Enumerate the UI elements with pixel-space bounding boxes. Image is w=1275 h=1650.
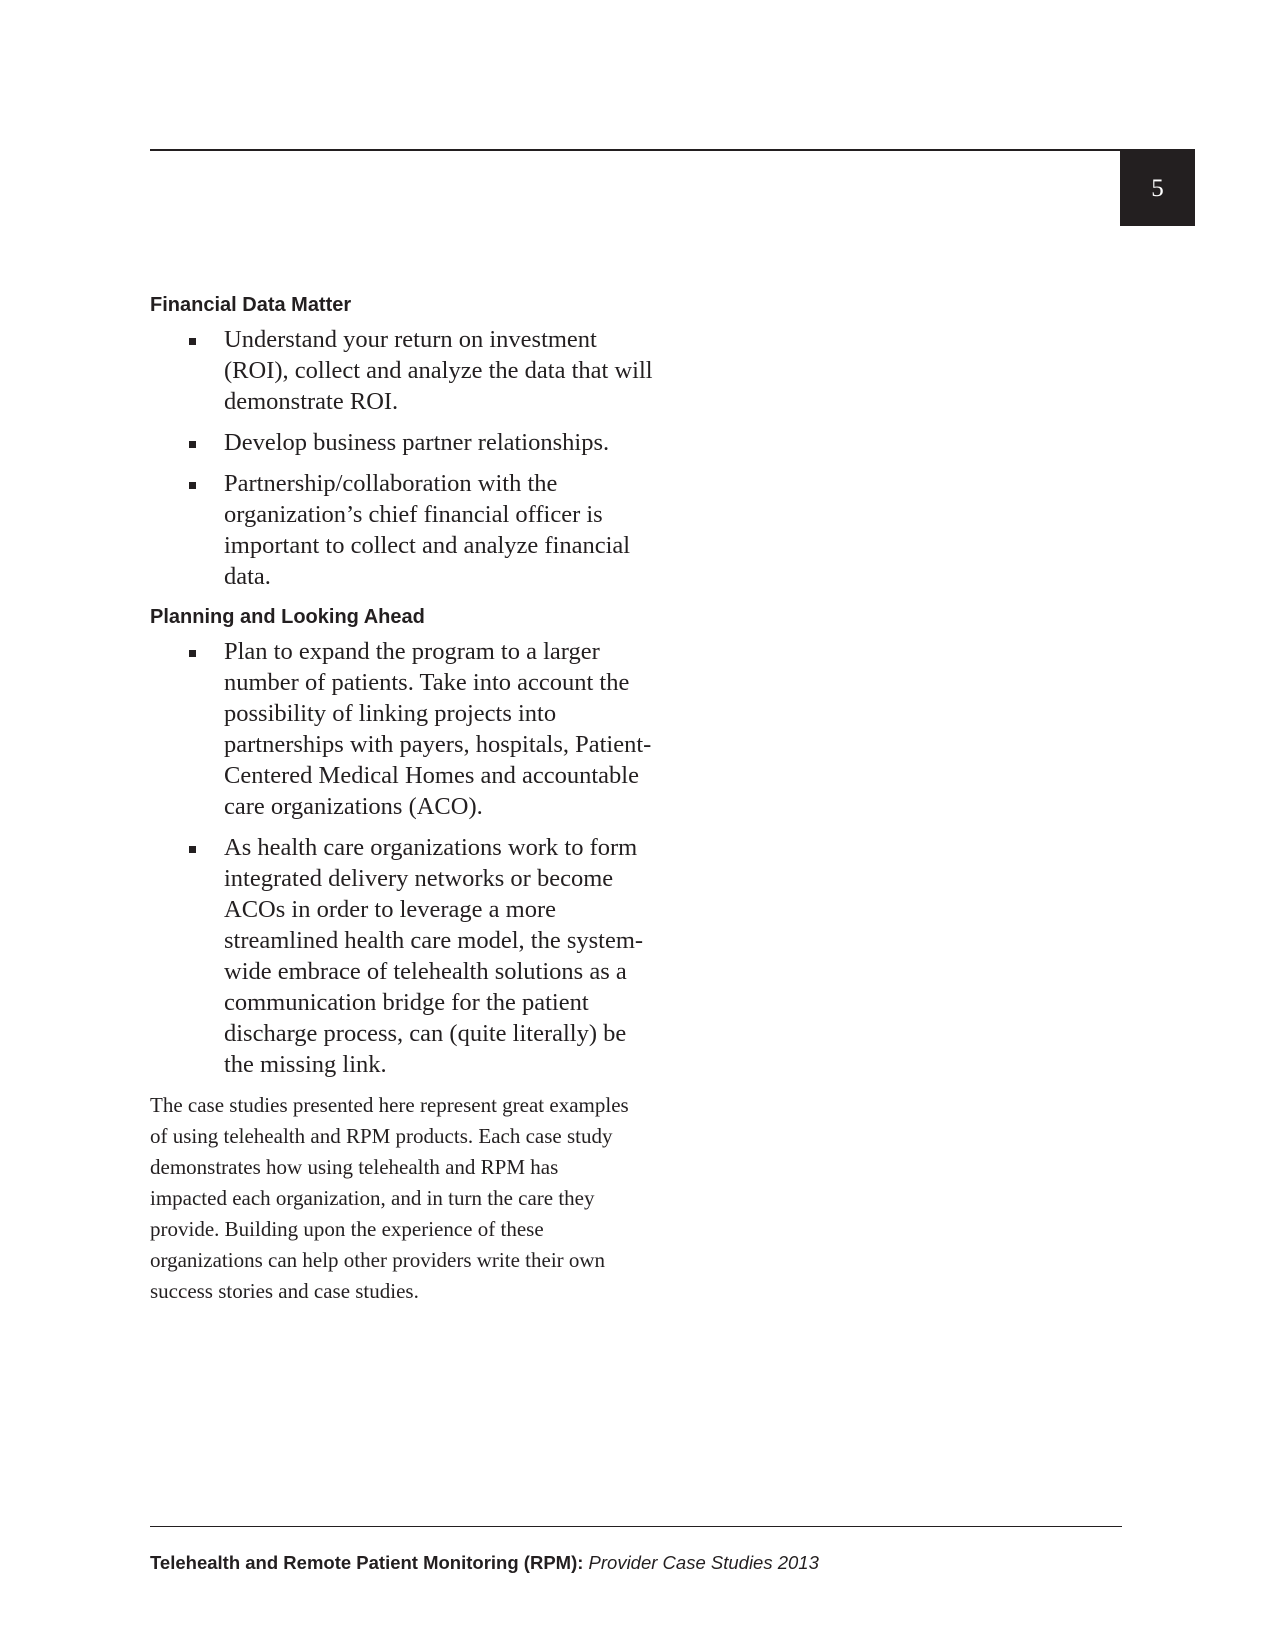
list-item (150, 427, 654, 458)
square-bullet-icon (189, 441, 196, 448)
bullet-list-financial (150, 324, 653, 592)
list-item-text: Partnership/collaboration with the organization’s chief financial officer is important to collect and analyze financial data. (224, 470, 631, 590)
list-item-text: Plan to expand the program to a larger number of patients. Take into account the possibility of linking projects into partnerships with payers, hospitals, Patient-Centered Medical Homes and accountable care organizations (ACO). (224, 638, 652, 820)
header-rule (150, 149, 1195, 151)
footer-title-italic: Provider Case Studies 2013 (588, 1552, 819, 1573)
square-bullet-icon (189, 650, 196, 657)
list-item-text: As health care organizations work to form integrated delivery networks or become ACOs in order to leverage a more streamlined health care model, the system-wide embrace of telehealth solutions as a communication bridge for the patient discharge process, can (quite literally) be the missing link. (224, 834, 644, 1078)
bullet-list-planning (150, 636, 650, 1080)
list-item (150, 636, 654, 822)
footer-title-bold: Telehealth and Remote Patient Monitoring (RPM): (150, 1552, 584, 1573)
list-item-text: Develop business partner relationships. (224, 429, 610, 456)
section-heading-financial: Financial Data Matter (150, 294, 352, 316)
square-bullet-icon (189, 338, 196, 345)
square-bullet-icon (189, 846, 196, 853)
closing-paragraph: The case studies presented here represent great examples of using telehealth and RPM products. Each case study demonstrates how using telehealth and RPM has impacted each organization, and in turn the care they provide. Building upon the experience of these organizations can help other providers write their own success stories and case studies. (150, 1093, 629, 1303)
footer-rule (150, 1526, 1122, 1527)
list-item (150, 468, 654, 592)
list-item-text: Understand your return on investment (ROI), collect and analyze the data that will demonstrate ROI. (224, 326, 653, 415)
footer (150, 1550, 819, 1576)
main-content (150, 290, 653, 1307)
page-number: 5 (1151, 175, 1164, 202)
page-number-tab (1120, 151, 1195, 226)
list-item (150, 324, 654, 417)
section-heading-planning: Planning and Looking Ahead (150, 606, 425, 628)
square-bullet-icon (189, 482, 196, 489)
list-item (150, 832, 654, 1080)
